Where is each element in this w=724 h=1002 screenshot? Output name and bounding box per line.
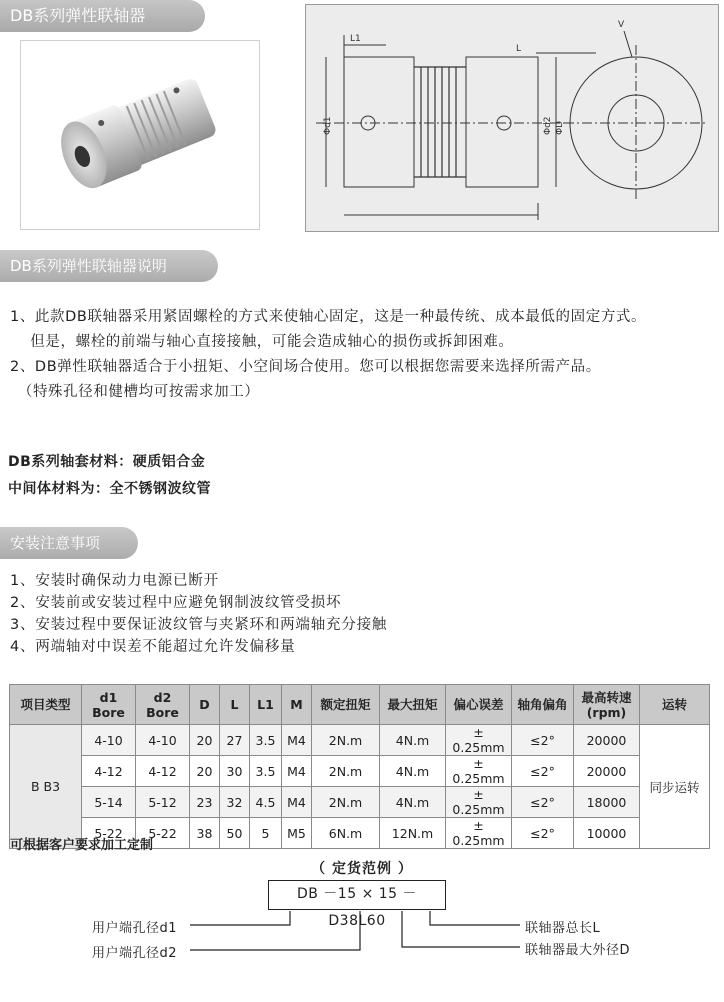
label-d2: Φd2 bbox=[543, 116, 553, 135]
table-cell: 4N.m bbox=[380, 725, 446, 756]
table-cell: 2N.m bbox=[312, 756, 380, 787]
label-v: V bbox=[618, 20, 625, 30]
table-cell: 2N.m bbox=[312, 787, 380, 818]
model-cell: B B3 bbox=[10, 725, 82, 849]
order-example-code: DB －15 × 15 － D38L60 bbox=[268, 880, 446, 910]
table-cell: ≤2° bbox=[512, 818, 574, 849]
table-cell: ± 0.25mm bbox=[446, 787, 512, 818]
table-cell: 5-14 bbox=[82, 787, 136, 818]
table-cell: ≤2° bbox=[512, 787, 574, 818]
table-cell: 12N.m bbox=[380, 818, 446, 849]
table-cell: 4-12 bbox=[82, 756, 136, 787]
table-cell: 2N.m bbox=[312, 725, 380, 756]
table-cell: M4 bbox=[282, 725, 312, 756]
description-line: （特殊孔径和健槽均可按需求加工） bbox=[10, 384, 260, 400]
page-title: DB系列弹性联轴器 bbox=[0, 0, 205, 32]
label-d: ΦD bbox=[555, 120, 565, 135]
table-cell: 20 bbox=[190, 756, 220, 787]
table-cell: 4-10 bbox=[82, 725, 136, 756]
table-cell: 3.5 bbox=[250, 756, 282, 787]
table-cell: 5-22 bbox=[82, 818, 136, 849]
table-cell: 50 bbox=[220, 818, 250, 849]
table-cell: 38 bbox=[190, 818, 220, 849]
table-cell: ± 0.25mm bbox=[446, 818, 512, 849]
label-l: L bbox=[516, 44, 522, 54]
order-label-d: 联轴器最大外径D bbox=[525, 943, 631, 958]
col-l1: L1 bbox=[250, 685, 282, 725]
table-cell: 3.5 bbox=[250, 725, 282, 756]
description-line: 2、DB弹性联轴器适合于小扭矩、小空间场合使用。您可以根据您需要来选择所需产品。 bbox=[10, 359, 601, 375]
table-cell: 4.5 bbox=[250, 787, 282, 818]
table-cell: 4-12 bbox=[136, 756, 190, 787]
col-m: M bbox=[282, 685, 312, 725]
table-cell: ≤2° bbox=[512, 756, 574, 787]
description-line: 但是，螺栓的前端与轴心直接接触，可能会造成轴心的损伤或拆卸困难。 bbox=[10, 334, 514, 350]
table-cell: ≤2° bbox=[512, 725, 574, 756]
order-example-title: （ 定货范例 ） bbox=[311, 861, 413, 877]
run-cell: 同步运转 bbox=[640, 725, 710, 849]
order-label-l: 联轴器总长L bbox=[525, 921, 601, 936]
col-type: 项目类型 bbox=[10, 685, 82, 725]
table-cell: 18000 bbox=[574, 787, 640, 818]
table-cell: 23 bbox=[190, 787, 220, 818]
table-cell: 20000 bbox=[574, 725, 640, 756]
col-angular: 轴角偏角 bbox=[512, 685, 574, 725]
table-cell: ± 0.25mm bbox=[446, 756, 512, 787]
table-cell: 4N.m bbox=[380, 787, 446, 818]
table-cell: 4-10 bbox=[136, 725, 190, 756]
table-cell: 20000 bbox=[574, 756, 640, 787]
install-item: 3、安装过程中要保证波纹管与夹紧环和两端轴充分接触 bbox=[10, 617, 388, 633]
sleeve-material: DB系列轴套材料：硬质铝合金 bbox=[8, 454, 206, 470]
table-cell: 4N.m bbox=[380, 756, 446, 787]
label-l1: L1 bbox=[350, 34, 361, 44]
col-rated-torque: 额定扭矩 bbox=[312, 685, 380, 725]
col-d: D bbox=[190, 685, 220, 725]
description-line: 1、此款DB联轴器采用紧固螺栓的方式来使轴心固定，这是一种最传统、成本最低的固定方式。 bbox=[10, 309, 647, 325]
table-cell: 6N.m bbox=[312, 818, 380, 849]
label-d1: Φd1 bbox=[323, 116, 333, 135]
table-cell: M4 bbox=[282, 787, 312, 818]
order-label-d2: 用户端孔径d2 bbox=[92, 946, 178, 961]
col-max-torque: 最大扭矩 bbox=[380, 685, 446, 725]
table-cell: M5 bbox=[282, 818, 312, 849]
col-max-speed: 最高转速 (rpm) bbox=[574, 685, 640, 725]
table-cell: 5 bbox=[250, 818, 282, 849]
table-cell: 5-22 bbox=[136, 818, 190, 849]
col-d1: d1 Bore bbox=[82, 685, 136, 725]
table-cell: 5-12 bbox=[136, 787, 190, 818]
middle-material: 中间体材料为：全不锈钢波纹管 bbox=[8, 481, 211, 497]
col-l: L bbox=[220, 685, 250, 725]
order-label-d1: 用户端孔径d1 bbox=[92, 921, 178, 936]
custom-note: 可根据客户要求加工定制 bbox=[10, 838, 154, 853]
table-cell: 27 bbox=[220, 725, 250, 756]
table-cell: ± 0.25mm bbox=[446, 725, 512, 756]
col-d2: d2 Bore bbox=[136, 685, 190, 725]
table-cell: 10000 bbox=[574, 818, 640, 849]
description-heading: DB系列弹性联轴器说明 bbox=[0, 250, 218, 282]
install-item: 1、安装时确保动力电源已断开 bbox=[10, 573, 219, 589]
table-cell: 30 bbox=[220, 756, 250, 787]
install-heading: 安装注意事项 bbox=[0, 527, 138, 559]
col-eccentric: 偏心误差 bbox=[446, 685, 512, 725]
table-cell: M4 bbox=[282, 756, 312, 787]
install-item: 4、两端轴对中误差不能超过允许发偏移量 bbox=[10, 639, 296, 655]
col-run: 运转 bbox=[640, 685, 710, 725]
table-cell: 20 bbox=[190, 725, 220, 756]
install-item: 2、安装前或安装过程中应避免钢制波纹管受损坏 bbox=[10, 595, 342, 611]
table-cell: 32 bbox=[220, 787, 250, 818]
